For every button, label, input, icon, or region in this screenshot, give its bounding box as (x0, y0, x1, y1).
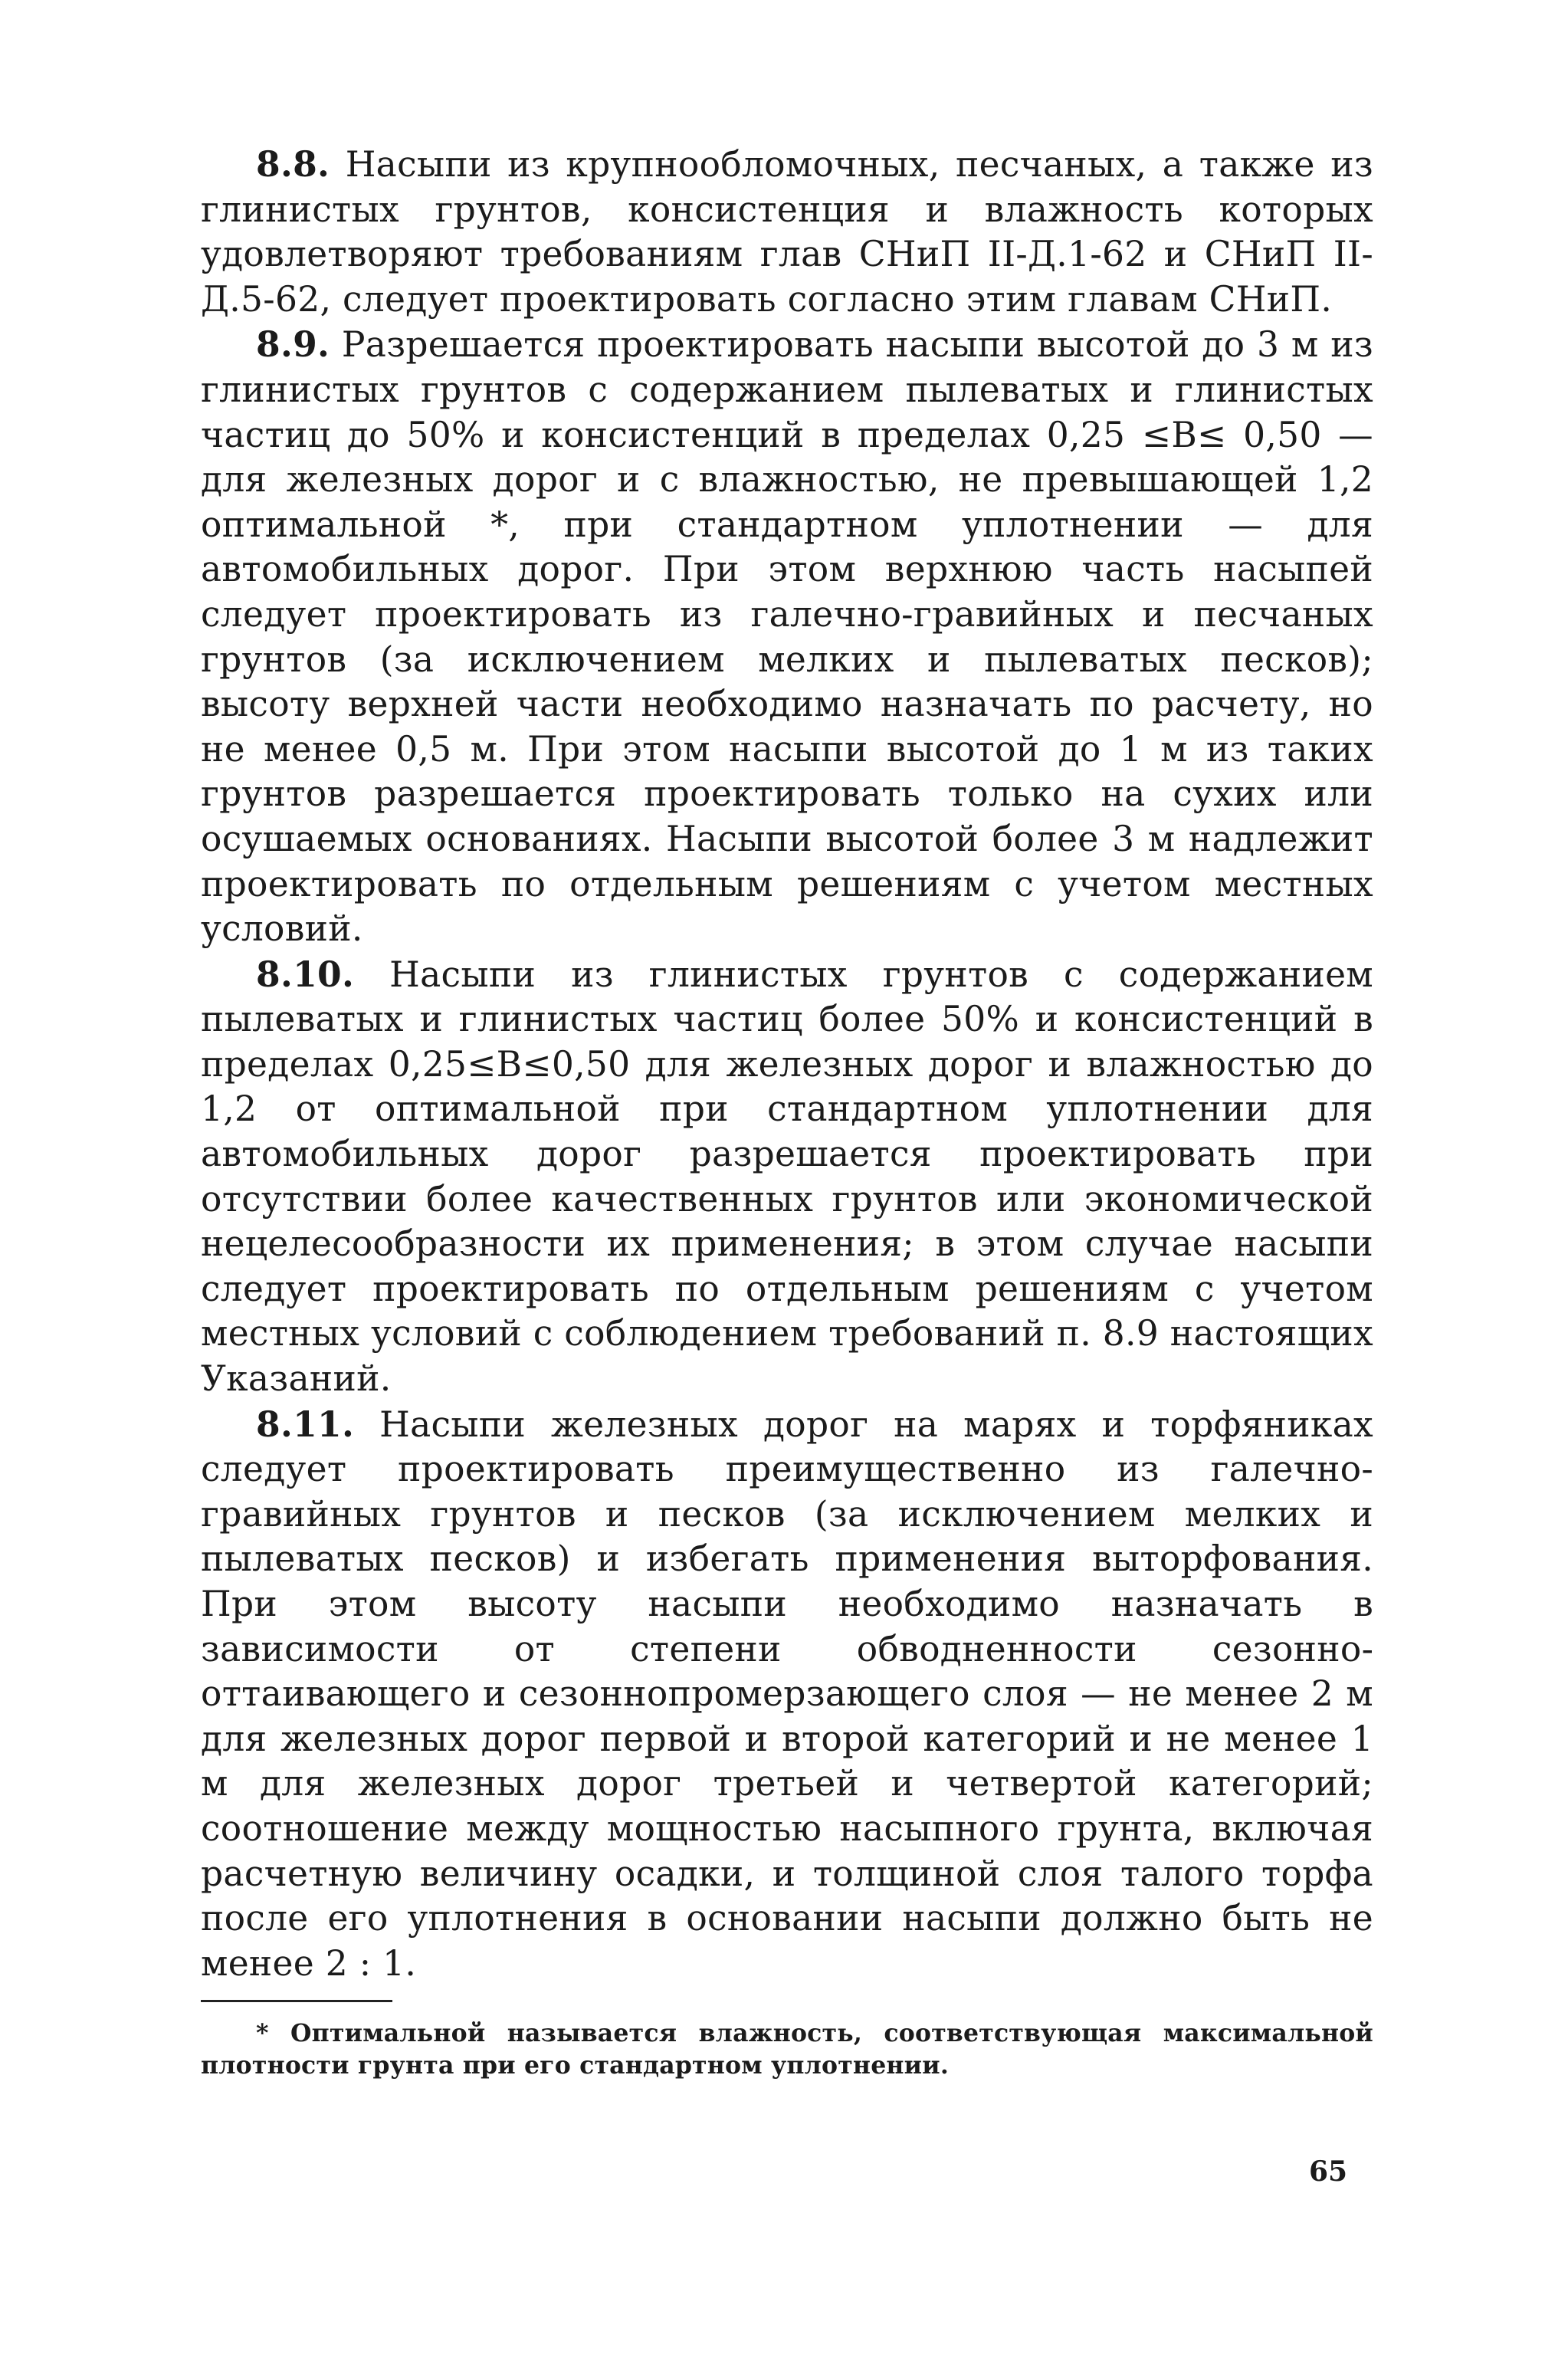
paragraph-8-10 (201, 952, 1373, 1402)
paragraph-8-9 (201, 322, 1373, 951)
page-number: 65 (1309, 2155, 1348, 2188)
clause-text: Разрешается проектировать насыпи высотой до 3 м из глинистых грунтов с содержанием пылеватых и глинистых частиц до 50% и консистенций в пределах 0,25 ≤В≤ 0,50 — для железных дорог и с влажностью, не превышающей 1,2 оптимальной *, при стандартном уплотнении — для автомобильных дорог. При этом верхнюю часть насыпей следует проектировать из галечно-гравийных и песчаных грунтов (за исключением мелких и пылеватых песков); высоту верхней части необходимо назначать по расчету, но не менее 0,5 м. При этом насыпи высотой до 1 м из таких грунтов разрешается проектировать только на сухих или осушаемых основаниях. Насыпи высотой более 3 м надлежит проектировать по отдельным решениям с учетом местных условий. (201, 324, 1373, 950)
clause-text: Насыпи железных дорог на марях и торфяниках следует проектировать преимущественно из галечно-гравийных грунтов и песков (за исключением мелких и пылеватых песков) и избегать применения выторфования. При этом высоту насыпи необходимо назначать в зависимости от степени обводненности сезоннооттаивающего и сезоннопромерзающего слоя — не менее 2 м для железных дорог первой и второй категорий и не менее 1 м для железных дорог третьей и четвертой категорий; соотношение между мощностью насыпного грунта, включая расчетную величину осадки, и толщиной слоя талого торфа после его уплотнения в основании насыпи должно быть не менее 2 : 1. (201, 1404, 1374, 1984)
clause-text: Насыпи из крупнообломочных, песчаных, а также из глинистых грунтов, консистенция и влажность которых удовлетворяют требованиям глав СНиП II-Д.1-62 и СНиП II-Д.5-62, следует проектировать согласно этим главам СНиП. (201, 144, 1373, 320)
clause-number: 8.9. (256, 323, 330, 366)
paragraph-8-11 (201, 1402, 1373, 1987)
paragraph-8-8 (201, 142, 1373, 322)
clause-number: 8.11. (256, 1403, 355, 1445)
footnote-divider (201, 2000, 392, 2002)
clause-number: 8.8. (256, 143, 330, 185)
footnote: * Оптимальной называется влажность, соответствующая максимальной плотности грунта при его стандартном уплотнении. (201, 2019, 1373, 2080)
clause-text: Насыпи из глинистых грунтов с содержанием пылеватых и глинистых частиц более 50% и консистенций в пределах 0,25≤В≤0,50 для железных дорог и влажностью до 1,2 от оптимальной при стандартном уплотнении для автомобильных дорог разрешается проектировать при отсутствии более качественных грунтов или экономической нецелесообразности их применения; в этом случае насыпи следует проектировать по отдельным решениям с учетом местных условий с соблюдением требований п. 8.9 настоящих Указаний. (201, 954, 1373, 1400)
page-body (201, 142, 1373, 2082)
clause-number: 8.10. (256, 953, 355, 995)
